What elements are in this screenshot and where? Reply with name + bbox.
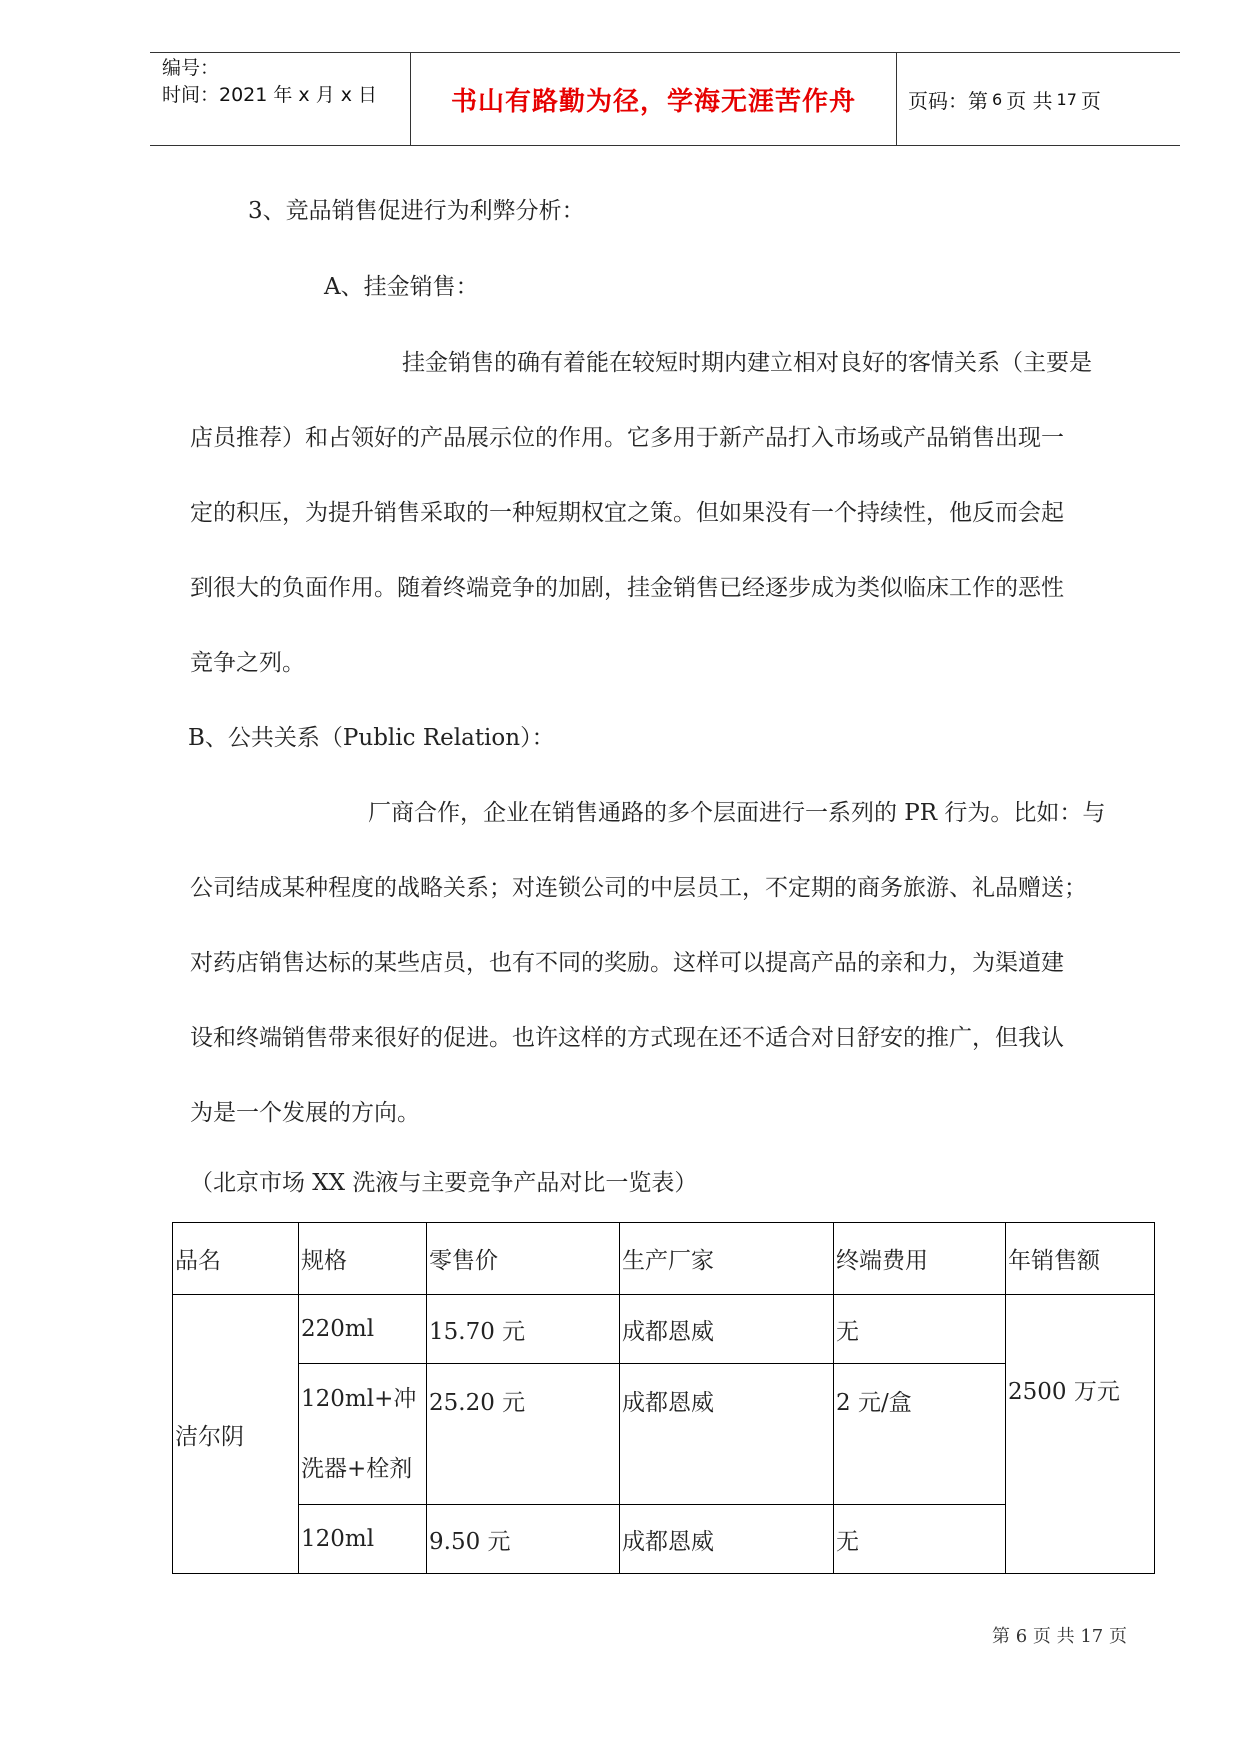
paragraph-a-line: 竞争之列。: [190, 650, 305, 676]
header-cell-maker: 生产厂家: [620, 1223, 834, 1295]
product-name-cell: 洁尔阴: [173, 1295, 299, 1574]
header-divider: [896, 53, 897, 145]
price-cell: 9.50 元: [427, 1505, 620, 1574]
spec-cell: 220ml: [299, 1295, 427, 1364]
spec-cell: 120ml: [299, 1505, 427, 1574]
header-cell-fee: 终端费用: [834, 1223, 1006, 1295]
paragraph-b-line: 公司结成某种程度的战略关系；对连锁公司的中层员工，不定期的商务旅游、礼品赠送；: [190, 875, 1087, 901]
serial-label: 编号：: [162, 57, 220, 79]
price-cell: 15.70 元: [427, 1295, 620, 1364]
page-footer: 第 6 页 共 17 页: [992, 1626, 1127, 1647]
paragraph-b-line: 对药店销售达标的某些店员，也有不同的奖励。这样可以提高产品的亲和力，为渠道建: [190, 950, 1064, 976]
header-cell-name: 品名: [173, 1223, 299, 1295]
paragraph-b-line: 厂商合作，企业在销售通路的多个层面进行一系列的 PR 行为。比如：与: [368, 800, 1106, 826]
subsection-heading-a: A、挂金销售：: [324, 274, 479, 300]
page-header: [150, 52, 1180, 146]
date-label: 时间：2021 年 x 月 x 日: [162, 84, 378, 106]
annual-sales-cell: 2500 万元: [1006, 1295, 1155, 1574]
paragraph-b-line: 设和终端销售带来很好的促进。也许这样的方式现在还不适合对日舒安的推广，但我认: [190, 1025, 1064, 1051]
page-mid: 页 共: [1006, 88, 1053, 113]
fee-cell: 2 元/盒: [834, 1364, 1006, 1505]
page-total: 17: [1056, 89, 1077, 109]
paragraph-b-line: 为是一个发展的方向。: [190, 1100, 420, 1126]
header-meta: [162, 55, 412, 109]
header-motto: 书山有路勤为径，学海无涯苦作舟: [450, 86, 856, 117]
price-cell: 25.20 元: [427, 1364, 620, 1505]
header-cell-spec: 规格: [299, 1223, 427, 1295]
fee-cell: 无: [834, 1295, 1006, 1364]
table-header-row: [173, 1223, 1155, 1295]
paragraph-a-line: 定的积压，为提升销售采取的一种短期权宜之策。但如果没有一个持续性，他反而会起: [190, 500, 1064, 526]
paragraph-a-line: 店员推荐）和占领好的产品展示位的作用。它多用于新产品打入市场或产品销售出现一: [190, 425, 1064, 451]
paragraph-a-line: 到很大的负面作用。随着终端竞争的加剧，挂金销售已经逐步成为类似临床工作的恶性: [190, 575, 1064, 601]
header-page-info: [908, 53, 1101, 145]
paragraph-a-line: 挂金销售的确有着能在较短时期内建立相对良好的客情关系（主要是: [402, 350, 1092, 376]
maker-cell: 成都恩威: [620, 1295, 834, 1364]
fee-cell: 无: [834, 1505, 1006, 1574]
comparison-table: [172, 1222, 1155, 1574]
subsection-heading-b: B、公共关系（Public Relation）：: [188, 725, 555, 751]
maker-cell: 成都恩威: [620, 1364, 834, 1505]
spec-cell: 120ml+冲洗器+栓剂: [299, 1364, 427, 1505]
header-cell-price: 零售价: [427, 1223, 620, 1295]
table-caption: （北京市场 XX 洗液与主要竞争产品对比一览表）: [190, 1170, 698, 1196]
table-row: [173, 1295, 1155, 1364]
page-prefix: 页码：第: [908, 88, 988, 113]
page-suffix: 页: [1080, 88, 1101, 113]
page-current: 6: [992, 89, 1003, 109]
section-heading: 3、竞品销售促进行为利弊分析：: [248, 198, 585, 224]
maker-cell: 成都恩威: [620, 1505, 834, 1574]
header-cell-sales: 年销售额: [1006, 1223, 1155, 1295]
